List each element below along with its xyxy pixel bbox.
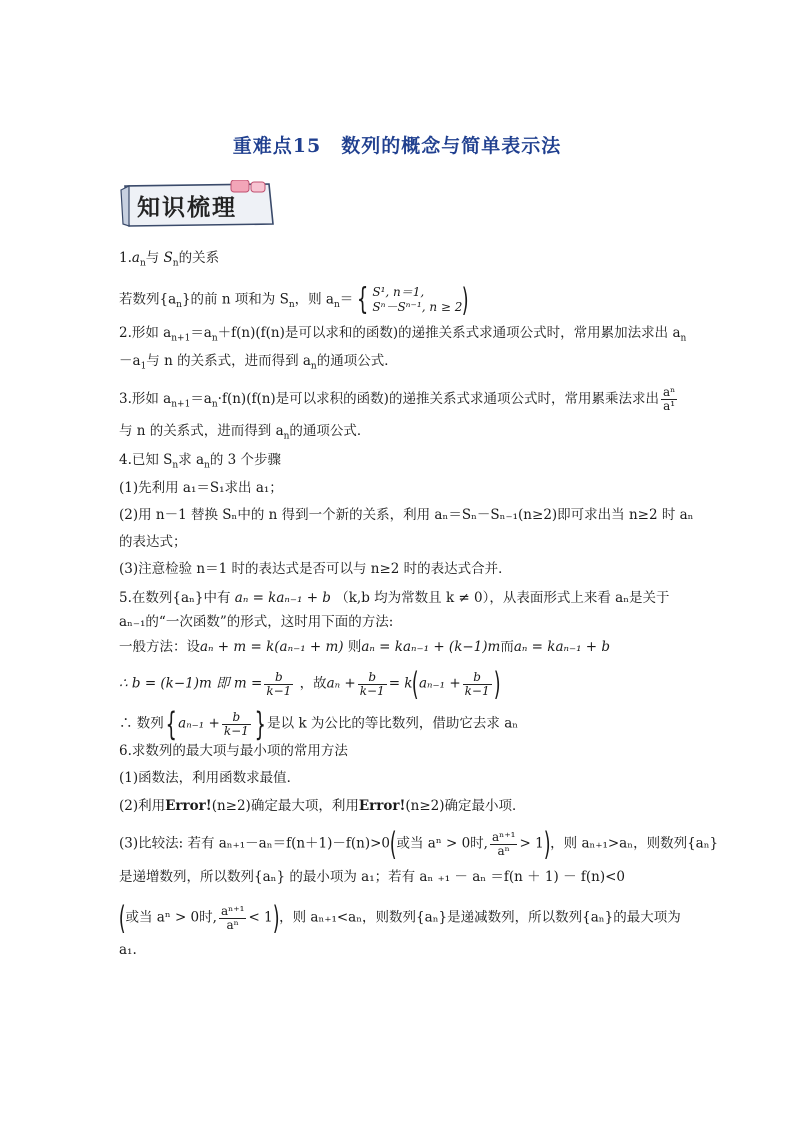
section-3-line-2: 与 n 的关系式，进而得到 $a_n$的通项公式． (119, 423, 371, 442)
knowledge-banner (119, 180, 277, 230)
section-1-formula: 若数列$\{a_n\}$的前 n 项和为 $S_n$，则 $a_n=$ { S¹, n＝1, Sⁿ－Sⁿ⁻¹, n ≥ 2 ) (119, 281, 470, 319)
section-5-line-1: 5.在数列{aₙ}中有 aₙ = kaₙ₋₁ + b （k,b 均为常数且 k ≠ 0），从表面形式上来看 aₙ是关于 (119, 590, 670, 606)
page-title: 重难点15 数列的概念与简单表示法 (232, 135, 562, 157)
section-5-line-4: ∴ b = (k−1)m 即 m = $\frac{b}{k-1}$ ，故aₙ + $\frac{b}{k-1}$ = k(aₙ₋₁ + $\frac{b}{k-1}$ ) (119, 665, 501, 703)
section-4-step-1: (1)先利用 a₁＝S₁求出 a₁； (119, 480, 283, 496)
section-6-step-3: (3)比较法: 若有 aₙ₊₁－aₙ＝f(n＋1)－f(n)>0(或当 aⁿ > 0时, $\frac{\text{aⁿ⁺¹}}{\text{aⁿ}}$ > 1)，则 aₙ₊₁>aₙ，则数列{aₙ} (119, 825, 719, 863)
section-6-heading: 6.求数列的最大项与最小项的常用方法 (119, 743, 348, 759)
section-4-step-3: (3)注意检验 n＝1 时的表达式是否可以与 n≥2 时的表达式合并． (119, 561, 512, 577)
section-5-line-5: ∴ 数列{ aₙ₋₁ + $\frac{b}{k-1}$ } 是以 k 为公比的等比数列，借助它去求 aₙ (119, 705, 519, 743)
section-6-step-1: (1)函数法，利用函数求最值． (119, 770, 301, 786)
section-1-heading: $1.a_n$与 $S_n$的关系 (119, 250, 220, 269)
section-2-line-2: $-a_1$与 n 的关系式，进而得到 $a_n$的通项公式． (119, 353, 398, 372)
section-5-line-3: 一般方法：设aₙ + m = k(aₙ₋₁ + m) 则aₙ = kaₙ₋₁ + (k−1)m而aₙ = kaₙ₋₁ + b (119, 639, 611, 655)
section-5-line-2: aₙ₋₁的“一次函数”的形式，这时用下面的方法: (119, 614, 394, 630)
section-4-step-2b: 的表达式； (119, 534, 187, 550)
section-6-line-5: (或当 aⁿ > 0时, $\frac{\text{aⁿ⁺¹}}{\text{aⁿ}}$ < 1)，则 aₙ₊₁<aₙ，则数列{aₙ}是递减数列，所以数列{aₙ}的最大项为 (118, 899, 681, 937)
section-6-step-2: (2)利用Error!(n≥2)确定最大项，利用Error!(n≥2)确定最小项． (119, 798, 526, 814)
section-3-line-1: 3.形如 $a_{n+1}=a_n\cdot f(n)(f(n)$是可以求积的函数)的递推关系式求通项公式时，常用累乘法求出 $\frac{\text{aⁿ}}{\text{a¹}}$ (119, 385, 676, 413)
ratio-fraction: $\frac{\text{aⁿ}}{\text{a¹}}$ (662, 385, 676, 413)
banner-label: 知识梳理 (137, 194, 237, 221)
section-4-heading: 4.已知 $S_n$求 $a_n$的 3 个步骤 (119, 452, 282, 471)
section-4-step-2a: (2)用 n－1 替换 Sₙ中的 n 得到一个新的关系，利用 aₙ＝Sₙ－Sₙ₋₁(n≥2)即可求出当 n≥2 时 aₙ (119, 507, 694, 523)
section-6-line-6: a₁. (119, 942, 137, 958)
section-6-line-4: 是递增数列，所以数列{aₙ} 的最小项为 a₁；若有 aₙ ₊₁ － aₙ ＝f(n ＋ 1) － f(n)<0 (119, 869, 625, 885)
section-2-line-1: 2.形如 $a_{n+1}=a_n+f(n)(f(n)$是可以求和的函数)的递推关系式求通项公式时，常用累加法求出 $a_n$ (119, 325, 687, 344)
